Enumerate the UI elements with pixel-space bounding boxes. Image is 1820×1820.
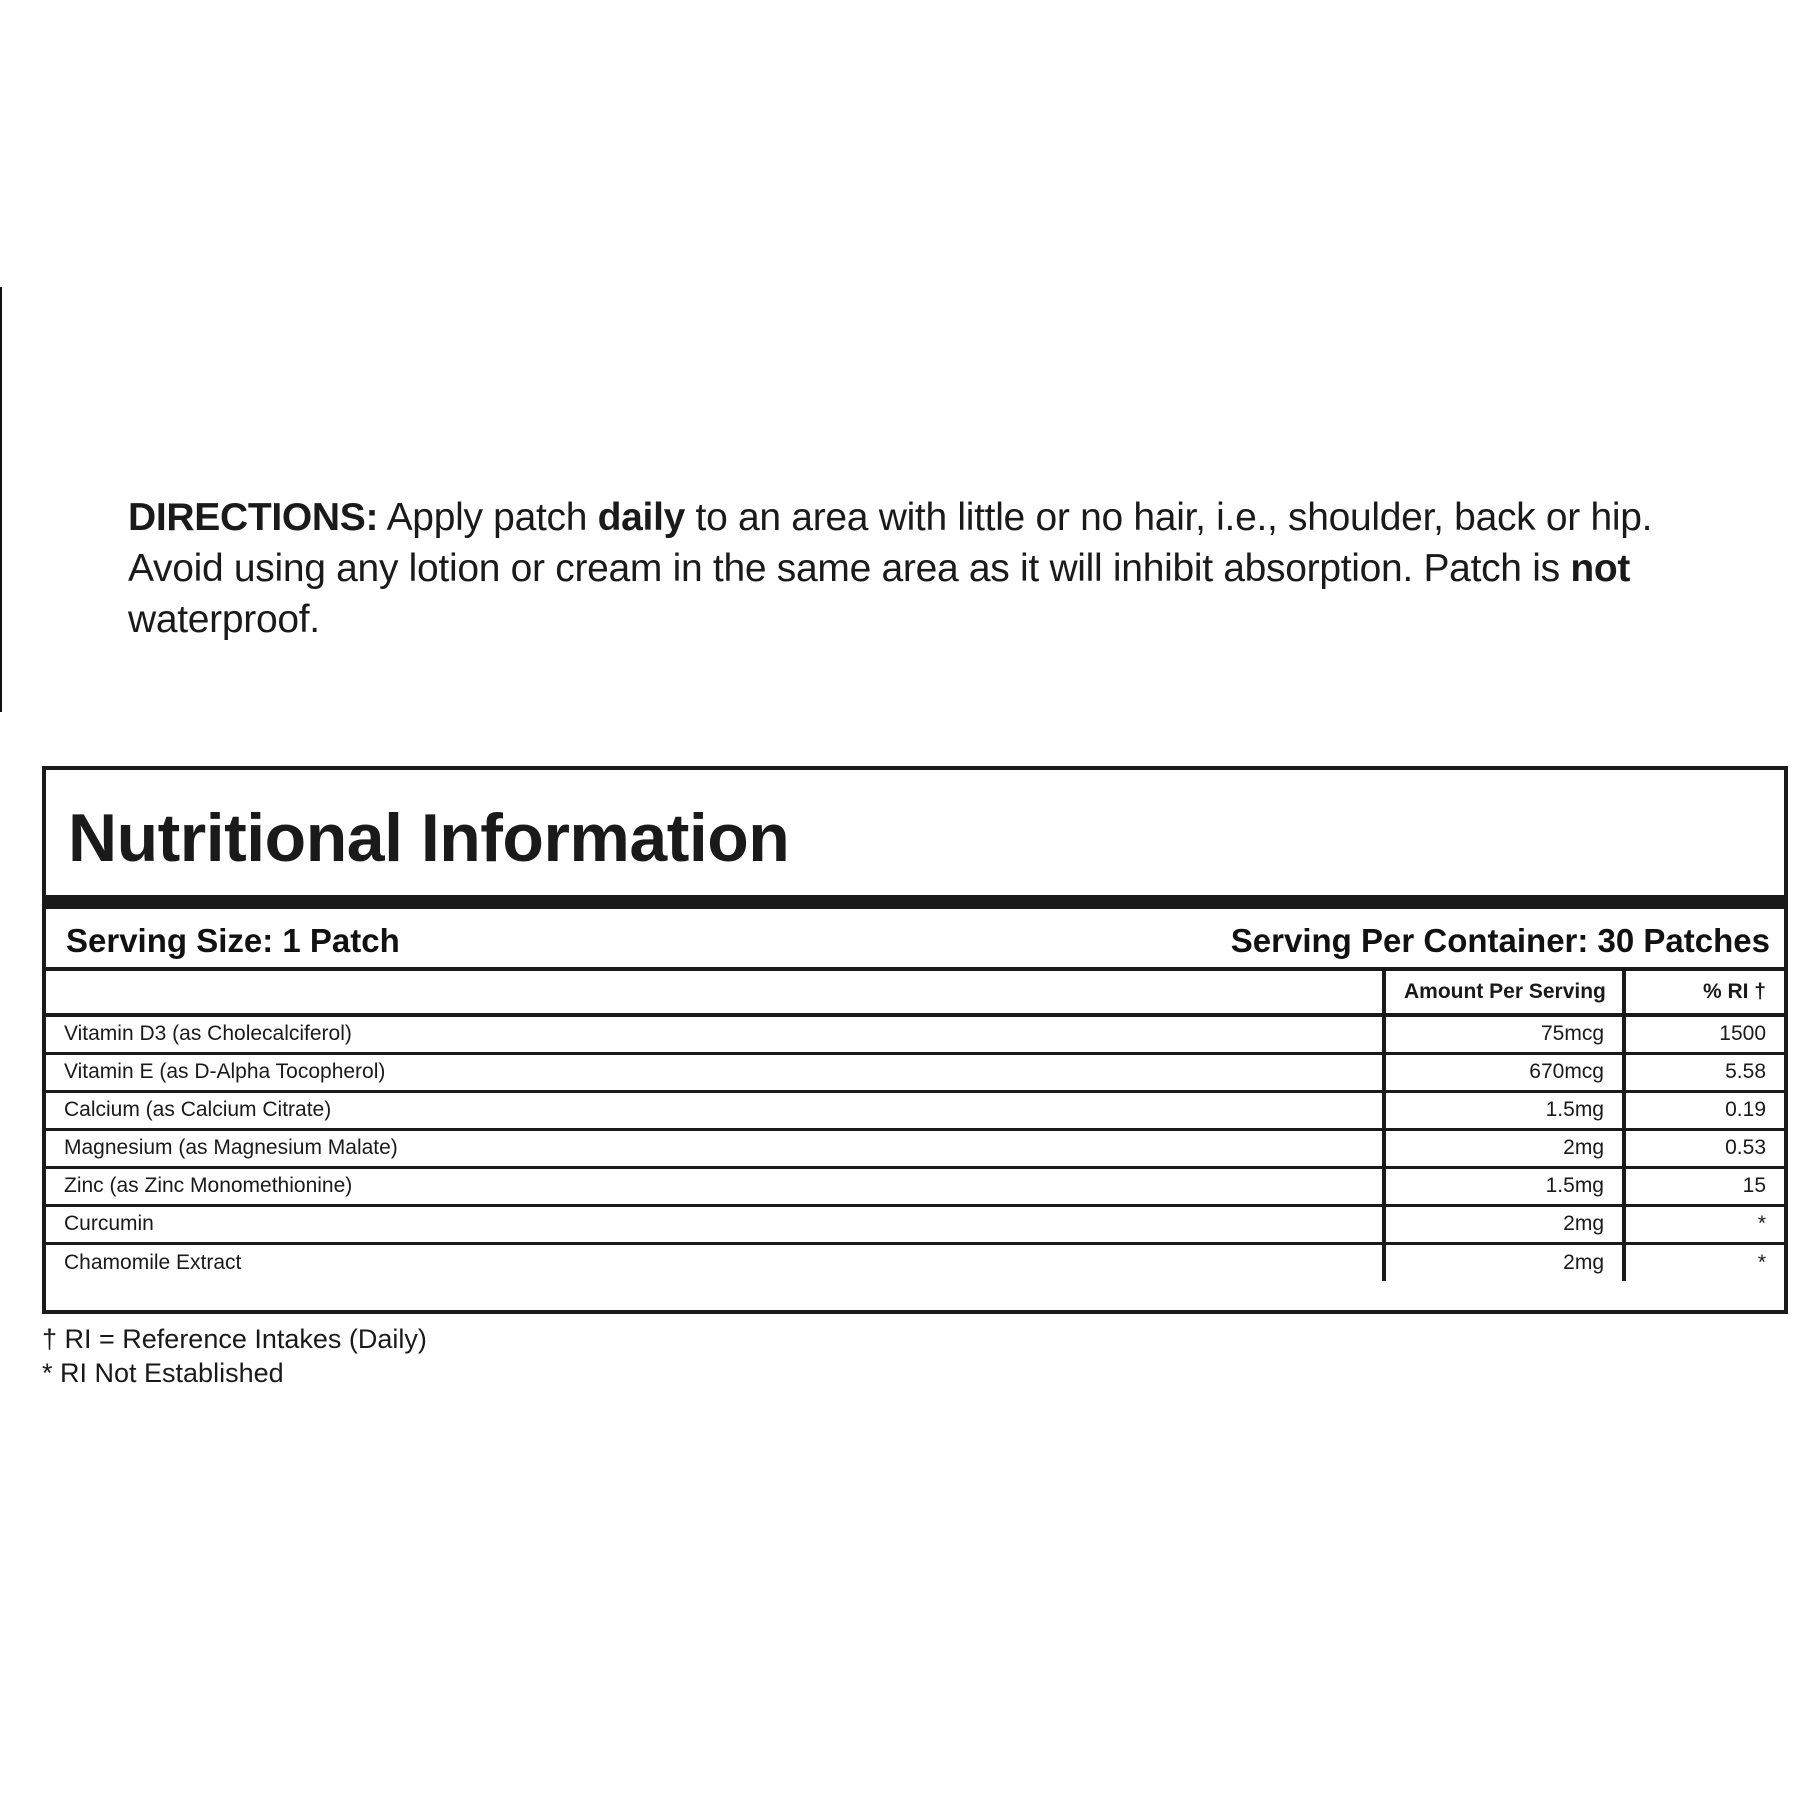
directions-text-3: waterproof. (128, 598, 320, 641)
serving-row (46, 909, 1784, 971)
nutrition-label (42, 766, 1788, 1314)
table-row (46, 1243, 1784, 1281)
nutrient-table (46, 971, 1784, 1281)
nutrient-ri: 0.19 (1624, 1091, 1784, 1129)
directions-text-1: Apply patch (378, 496, 598, 539)
table-header-row (46, 971, 1784, 1015)
serving-size: Serving Size: 1 Patch (66, 922, 400, 959)
thick-divider (46, 895, 1784, 909)
directions-text (128, 492, 1728, 645)
serving-per-container: Serving Per Container: 30 Patches (1230, 922, 1770, 959)
edge-line (0, 287, 2, 712)
nutrient-name: Magnesium (as Magnesium Malate) (46, 1129, 1384, 1167)
nutrient-amount: 2mg (1384, 1205, 1624, 1243)
nutrient-amount: 1.5mg (1384, 1167, 1624, 1205)
footnote-dagger: † RI = Reference Intakes (Daily) (42, 1324, 427, 1354)
nutrient-ri: 15 (1624, 1167, 1784, 1205)
table-row (46, 1129, 1784, 1167)
table-row (46, 1091, 1784, 1129)
nutrient-name: Curcumin (46, 1205, 1384, 1243)
footnote-asterisk: * RI Not Established (42, 1358, 284, 1388)
nutrient-name: Zinc (as Zinc Monomethionine) (46, 1167, 1384, 1205)
directions-emphasis-not: not (1570, 547, 1631, 590)
nutrient-ri: * (1624, 1205, 1784, 1243)
directions-label: DIRECTIONS: (128, 496, 379, 539)
nutrient-amount: 75mcg (1384, 1015, 1624, 1053)
nutrient-name: Vitamin D3 (as Cholecalciferol) (46, 1015, 1384, 1053)
nutrient-amount: 2mg (1384, 1129, 1624, 1167)
directions-emphasis-daily: daily (597, 496, 685, 539)
header-name (46, 971, 1384, 1015)
footnotes (42, 1322, 427, 1390)
nutrient-amount: 670mcg (1384, 1053, 1624, 1091)
table-row (46, 1053, 1784, 1091)
nutrient-amount: 1.5mg (1384, 1091, 1624, 1129)
nutrient-name: Chamomile Extract (64, 1250, 242, 1274)
nutrient-ri: 0.53 (1624, 1129, 1784, 1167)
header-amount: Amount Per Serving (1384, 971, 1624, 1015)
nutrient-ri: * (1757, 1250, 1766, 1274)
nutrient-ri: 5.58 (1624, 1053, 1784, 1091)
table-row (46, 1167, 1784, 1205)
header-ri: % RI † (1624, 971, 1784, 1015)
label-title: Nutritional Information (68, 800, 790, 876)
directions-text-2: to an area with little or no hair, i.e., shoulder, back or hip. Avoid using any lotion or cream in the same area as it will inhibit absorption. Patch is (128, 496, 1653, 590)
nutrient-amount: 2mg (1384, 1243, 1624, 1281)
nutrient-ri: 1500 (1624, 1015, 1784, 1053)
nutrient-name: Calcium (as Calcium Citrate) (46, 1091, 1384, 1129)
nutrient-name: Vitamin E (as D-Alpha Tocopherol) (46, 1053, 1384, 1091)
table-row (46, 1205, 1784, 1243)
table-row (46, 1015, 1784, 1053)
